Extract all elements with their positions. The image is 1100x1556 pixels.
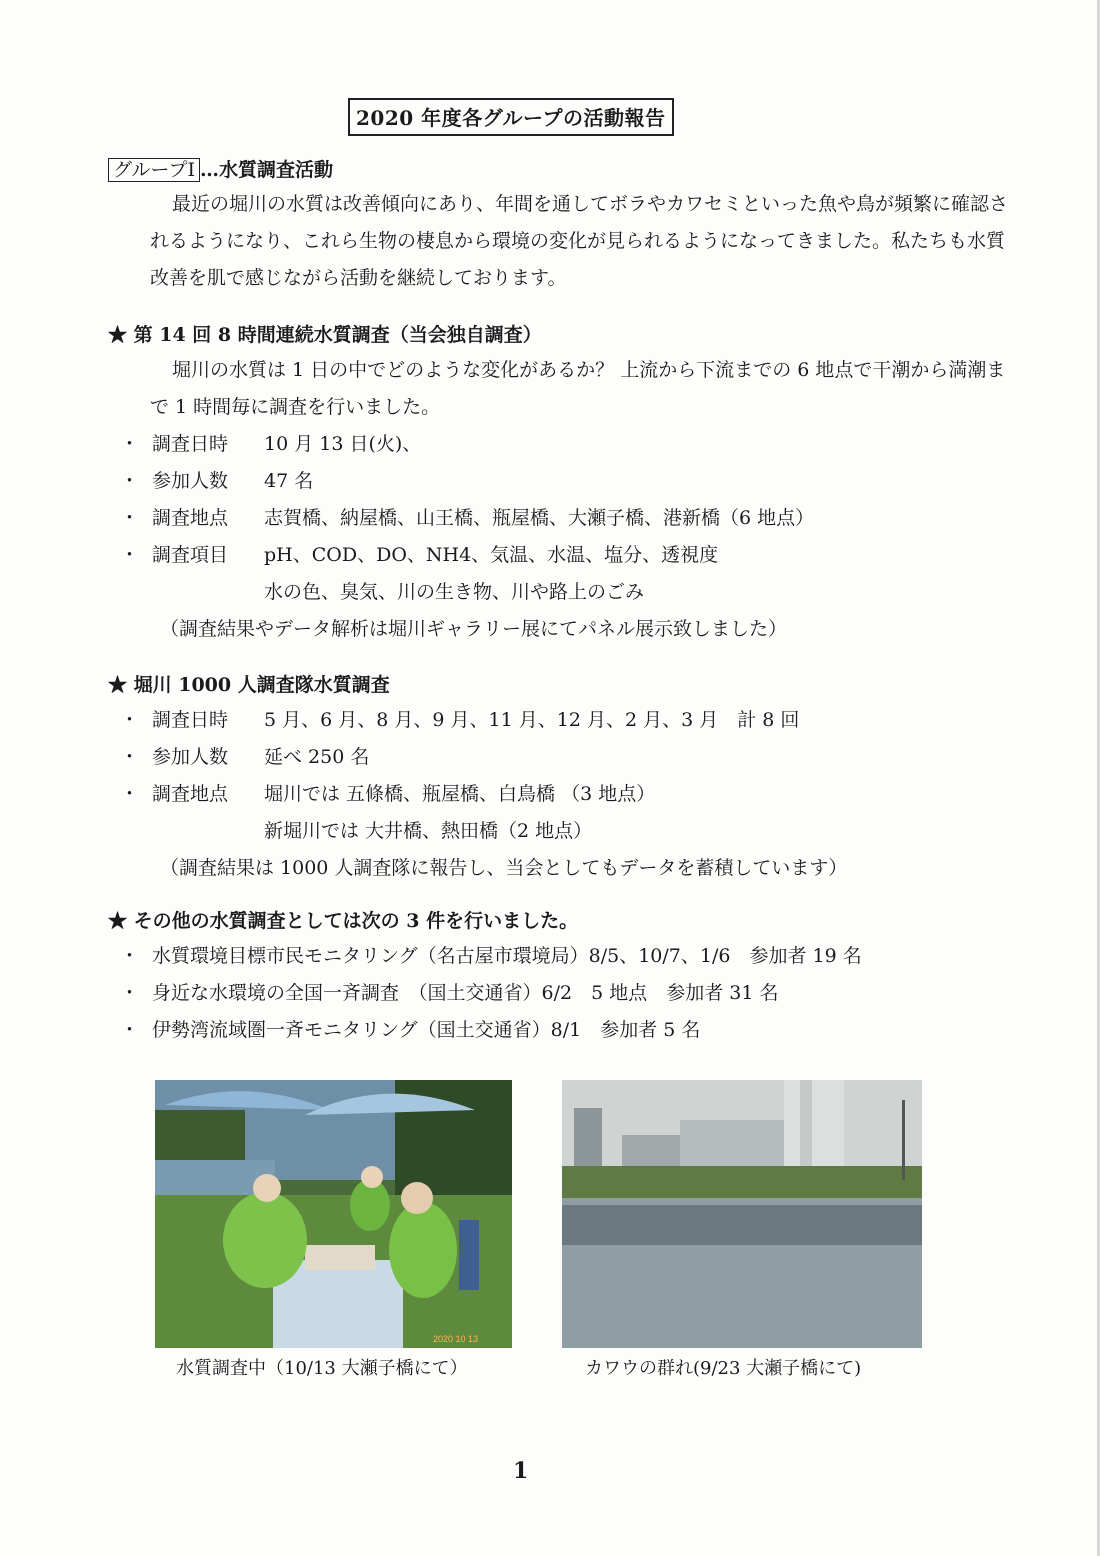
list-item <box>120 500 814 537</box>
bullet-icon: ・ <box>120 470 140 492</box>
bullet-icon: ・ <box>120 507 140 529</box>
list-item <box>120 463 814 500</box>
list-item <box>120 938 862 975</box>
item-label: 調査地点 <box>152 507 229 529</box>
page-title: 2020 年度各グループの活動報告 <box>348 98 674 136</box>
item-value-continued: 水の色、臭気、川の生き物、川や路上のごみ <box>264 581 645 603</box>
bullet-icon: ・ <box>120 945 140 967</box>
item-value-continued: 新堀川では 大井橋、熱田橋（2 地点） <box>264 820 593 842</box>
page-number: 1 <box>513 1458 529 1484</box>
list-item <box>120 537 814 574</box>
item-value: pH、COD、DO、NH4、気温、水温、塩分、透視度 <box>264 544 719 566</box>
item-value: 水質環境目標市民モニタリング（名古屋市環境局）8/5、10/7、1/6 参加者 19 名 <box>152 945 862 967</box>
group-suffix: …水質調査活動 <box>200 159 334 181</box>
item-value: 身近な水環境の全国一斉調査 （国土交通省）6/2 5 地点 参加者 31 名 <box>152 982 779 1004</box>
group-label: グループⅠ <box>108 158 200 182</box>
list-item <box>120 426 814 463</box>
item-value: 47 名 <box>264 470 314 492</box>
item-label: 参加人数 <box>152 470 229 492</box>
bullet-icon: ・ <box>120 982 140 1004</box>
item-value: 延べ 250 名 <box>264 746 370 768</box>
list-item <box>120 975 862 1012</box>
item-label: 調査日時 <box>152 709 229 731</box>
section-description: 堀川の水質は 1 日の中でどのような変化があるか？ 上流から下流までの 6 地点で干潮から満潮まで 1 時間毎に調査を行いました。 <box>150 359 1006 418</box>
list-item <box>120 739 847 776</box>
section-note: （調査結果やデータ解析は堀川ギャラリー展にてパネル展示致しました） <box>160 618 788 640</box>
intro-paragraph: 最近の堀川の水質は改善傾向にあり、年間を通してボラやカワセミといった魚や鳥が頻繁に確認されるようになり、これら生物の棲息から環境の変化が見られるようになってきました。私たちも水質改善を肌で感じながら活動を継続しております。 <box>150 193 1009 289</box>
list-item <box>120 702 847 739</box>
item-value: 志賀橋、納屋橋、山王橋、瓶屋橋、大瀬子橋、港新橋（6 地点） <box>264 507 815 529</box>
section-heading-other-surveys: ★ その他の水質調査としては次の 3 件を行いました。 <box>108 910 579 932</box>
photo-date-stamp: 2020 10 13 <box>433 1334 479 1344</box>
section-heading-1000-survey: ★ 堀川 1000 人調査隊水質調査 <box>108 674 390 696</box>
section-note: （調査結果は 1000 人調査隊に報告し、当会としてもデータを蓄積しています） <box>160 857 848 879</box>
bullet-icon: ・ <box>120 746 140 768</box>
list-item <box>120 776 847 813</box>
section-heading-8h-survey: ★ 第 14 回 8 時間連続水質調査（当会独自調査） <box>108 324 542 346</box>
photo-caption: カワウの群れ(9/23 大瀬子橋にて) <box>585 1358 862 1379</box>
photo-caption: 水質調査中（10/13 大瀬子橋にて） <box>176 1358 468 1379</box>
item-value: 伊勢湾流域圏一斉モニタリング（国土交通省）8/1 参加者 5 名 <box>152 1019 701 1041</box>
survey-detail-list <box>120 702 847 887</box>
item-value: 5 月、6 月、8 月、9 月、11 月、12 月、2 月、3 月 計 8 回 <box>264 709 800 731</box>
item-label: 調査項目 <box>152 544 229 566</box>
bullet-icon: ・ <box>120 433 140 455</box>
survey-detail-list <box>120 426 814 648</box>
item-value: 10 月 13 日(火)、 <box>264 433 422 455</box>
bullet-icon: ・ <box>120 1019 140 1041</box>
bullet-icon: ・ <box>120 783 140 805</box>
item-label: 参加人数 <box>152 746 229 768</box>
item-label: 調査地点 <box>152 783 229 805</box>
item-value: 堀川では 五條橋、瓶屋橋、白鳥橋 （3 地点） <box>264 783 656 805</box>
other-survey-list <box>120 938 862 1049</box>
photo-water-survey <box>155 1080 512 1348</box>
photo-cormorant-flock <box>562 1080 922 1348</box>
bullet-icon: ・ <box>120 544 140 566</box>
group-heading <box>108 155 333 182</box>
bullet-icon: ・ <box>120 709 140 731</box>
list-item <box>120 1012 862 1049</box>
item-label: 調査日時 <box>152 433 229 455</box>
